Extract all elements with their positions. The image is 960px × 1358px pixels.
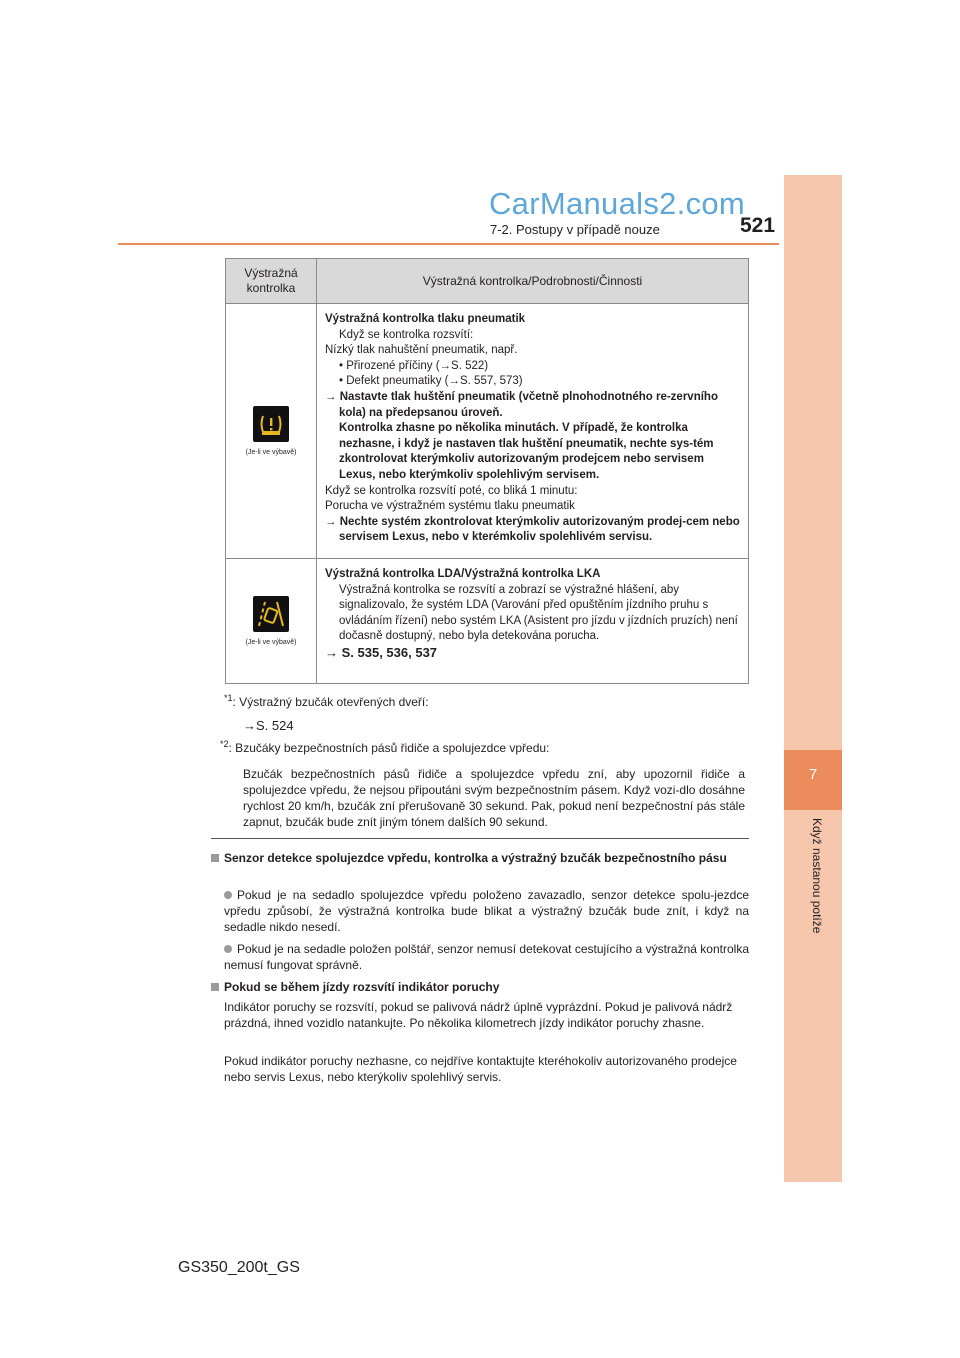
square-bullet-icon <box>211 983 219 991</box>
header-rule <box>118 243 779 245</box>
row-bullet: • Přirozené příčiny (→S. 522) <box>339 359 489 372</box>
row-action: → Nechte systém zkontrolovat kterýmkoliv autorizovaným prodej-cem nebo servisem Lexus, nebo v kterémkoliv spolehlivém servisu. <box>325 515 740 544</box>
watermark: CarManuals2.com <box>489 186 746 221</box>
table-header-row <box>226 259 749 304</box>
row-text: Výstražná kontrolka se rozsvítí a zobrazí se výstražné hlášení, aby signalizovalo, že systém LDA (Varování před opuštěním jízdního pruhu s ovládáním řízení) nebo systém LKA (Asistent pro jízdu v jízdních pruzích) není dočasně dostupný, nebo byla detekována porucha. <box>339 583 738 643</box>
list-item-text: Pokud je na sedadle položen polštář, senzor nemusí detekovat cestujícího a výstražná kontrolka nemusí fungovat správně. <box>224 942 749 972</box>
tire-pressure-warning-icon <box>253 406 289 442</box>
footnote-text: : Bzučáky bezpečnostních pásů řidiče a spolujezdce vpředu: <box>228 741 550 755</box>
row-bullet: • Defekt pneumatiky (→S. 557, 573) <box>339 375 523 388</box>
heading-text: Pokud se během jízdy rozsvítí indikátor poruchy <box>224 980 500 994</box>
row-action-detail: Kontrolka zhasne po několika minutách. V případě, že kontrolka nezhasne, i když je nastaven tlak huštění pneumatik, nechte sys-tém zkontrolovat kterýmkoliv autorizovaným prodejcem nebo servisem Lexus, nebo kterýmkoliv spolehlivým servisem. <box>339 422 714 481</box>
availability-note: (Je-li ve výbavě) <box>245 639 297 646</box>
footnote-2 <box>220 736 745 756</box>
row-text: Když se kontrolka rozsvítí: <box>339 328 474 341</box>
footnote-marker: *1 <box>224 693 233 703</box>
row-title: Výstražná kontrolka tlaku pneumatik <box>325 313 526 325</box>
document-code: GS350_200t_GS <box>178 1259 300 1276</box>
paragraph: Indikátor poruchy se rozsvítí, pokud se palivová nádrž úplně vyprázdní. Pokud je palivová nádrž prázdná, ihned vozidlo natankujte. Po několika kilometrech jízdy indikátor poruchy zhasne. <box>224 1000 733 1030</box>
heading-text: Senzor detekce spolujezdce vpředu, kontrolka a výstražný bzučák bezpečnostního pásu <box>224 851 727 865</box>
footnote-marker: *2 <box>220 739 229 749</box>
row-reference: → S. 535, 536, 537 <box>325 644 438 660</box>
page-number: 521 <box>740 214 776 237</box>
chapter-title: Když nastanou potíže <box>810 818 824 934</box>
section-heading <box>211 979 749 995</box>
list-item-text: Pokud je na sedadlo spolujezdce vpředu položeno zavazadlo, senzor detekce spolu-jezdce vpředu způsobí, že výstražná kontrolka bude blikat a výstražný bzučák bude znít, i když na sedadle nikdo nesedí. <box>224 888 749 934</box>
list-item <box>224 887 749 935</box>
icon-cell <box>226 304 317 559</box>
footnote-text: : Výstražný bzučák otevřených dveří: <box>232 695 429 709</box>
lda-lka-warning-icon <box>253 596 289 632</box>
round-bullet-icon <box>224 891 232 899</box>
footnote-2-body: Bzučák bezpečnostních pásů řidiče a spolujezdce vpředu zní, aby upozornil řidiče a spolujezdce vpředu, že nejsou připoutáni svým bezpečnostním pásem. Když vozi-dlo dosáhne rychlost 20 km/h, bzučák zní přerušovaně 30 sekund. Pak, pokud není bezpečnostní pás stále zapnut, bzučák bude znít jiným tónem dalších 90 sekund. <box>243 767 745 829</box>
list-item <box>224 941 749 973</box>
row-text: Porucha ve výstražném systému tlaku pneumatik <box>325 500 575 513</box>
row-text: Když se kontrolka rozsvítí poté, co bliká 1 minutu: <box>325 484 578 497</box>
section-title: 7-2. Postupy v případě nouze <box>490 222 660 237</box>
table-row <box>226 559 749 684</box>
footnote-1-ref: →S. 524 <box>243 718 294 733</box>
chapter-side-strip <box>784 175 842 1182</box>
round-bullet-icon <box>224 945 232 953</box>
chapter-number: 7 <box>808 766 818 783</box>
row-title: Výstražná kontrolka LDA/Výstražná kontrolka LKA <box>325 568 601 580</box>
section-heading <box>211 850 749 866</box>
footnote-1 <box>224 690 744 710</box>
section-divider <box>211 838 749 839</box>
availability-note: (Je-li ve výbavě) <box>245 449 297 456</box>
column-header-light: Výstražná kontrolka <box>226 259 317 304</box>
warning-light-table <box>225 258 749 684</box>
icon-cell <box>226 559 317 684</box>
paragraph: Pokud indikátor poruchy nezhasne, co nejdříve kontaktujte kteréhokoliv autorizovaného prodejce nebo servis Lexus, nebo kterýkoliv spolehlivý servis. <box>224 1054 737 1084</box>
table-row <box>226 304 749 559</box>
row-text: Nízký tlak nahuštění pneumatik, např. <box>325 344 518 357</box>
details-cell <box>317 559 749 684</box>
details-cell <box>317 304 749 559</box>
column-header-details: Výstražná kontrolka/Podrobnosti/Činnosti <box>317 259 749 304</box>
square-bullet-icon <box>211 854 219 862</box>
row-action: → Nastavte tlak huštění pneumatik (včetně plnohodnotného re-zervního kola) na předepsanou úroveň. <box>325 390 718 419</box>
